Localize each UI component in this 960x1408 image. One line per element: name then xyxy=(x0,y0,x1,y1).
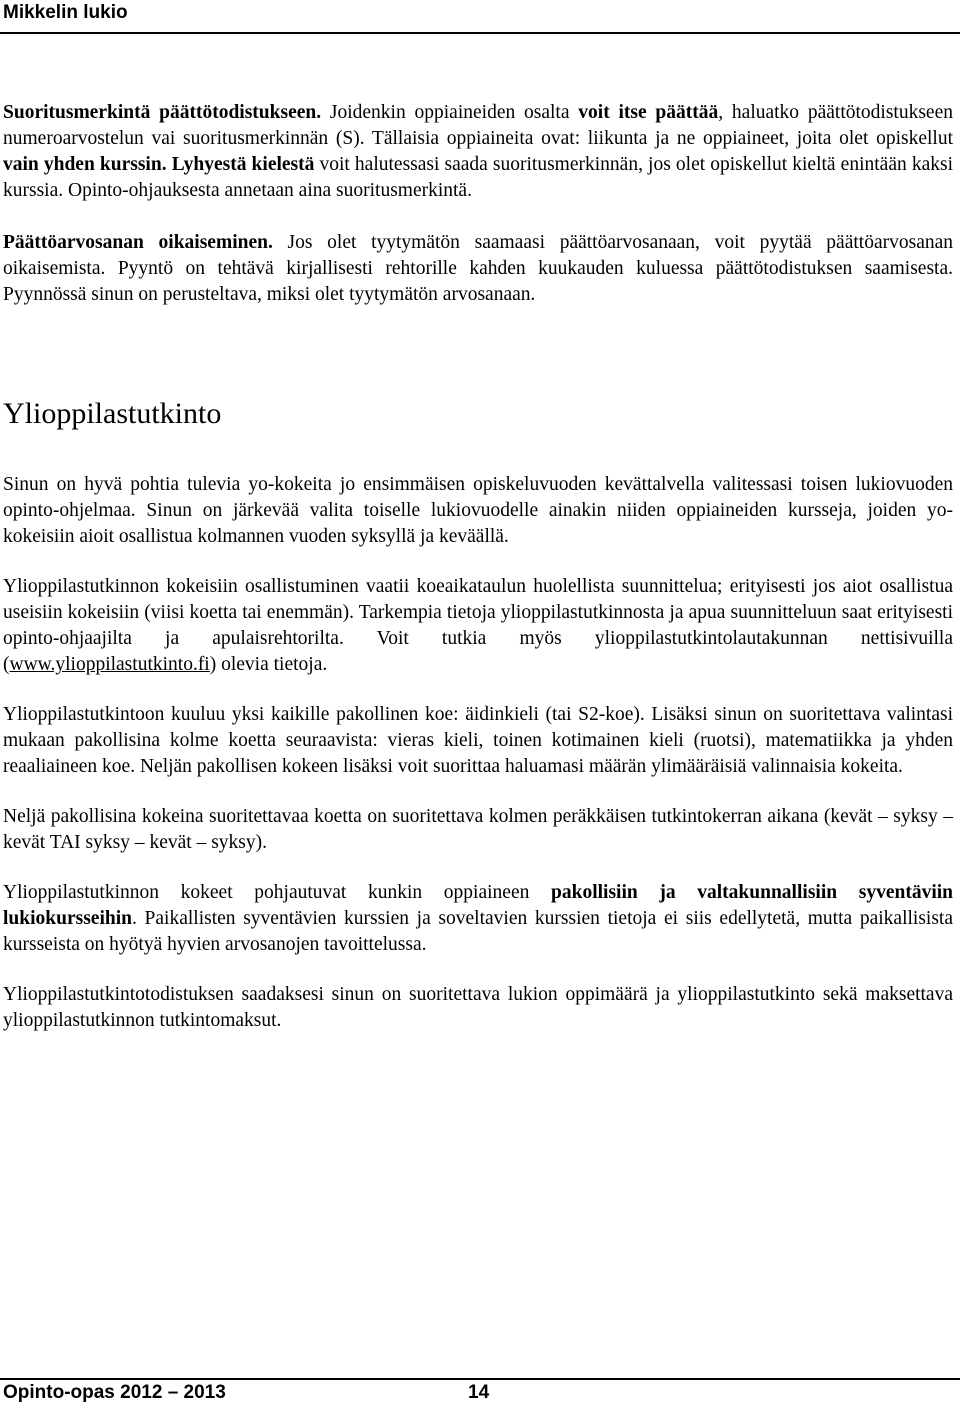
page-footer xyxy=(0,1378,960,1408)
paragraph-oikaiseminen xyxy=(3,230,953,308)
paragraph-yo-kokeet-pohdinta: Sinun on hyvä pohtia tulevia yo-kokeita jo ensimmäisen opiskeluvuoden kevättalvella valitessasi toisen lukiovuoden opinto-ohjelmaa. Sinun on järkevää valita toiselle lukiovuodelle ainakin niiden oppiaineiden kursseja, joiden yo-kokeisiin aioit osallistua kolmannen vuoden syksyllä ja keväällä. xyxy=(3,474,953,547)
paragraph-pakolliset-kokeet: Ylioppilastutkintoon kuuluu yksi kaikille pakollinen koe: äidinkieli (tai S2-koe). Lisäksi sinun on suoritettava valintasi mukaan pakollisina kolme koetta seuraavista: vieras kieli, toinen kotimainen kieli (ruotsi), matematiikka ja yhden reaaliaineen koe. Neljän pakollisen kokeen lisäksi voit suorittaa haluamasi määrän ylimääräisiä valinnaisia kokeita. xyxy=(3,704,953,777)
text-run: Ylioppilastutkinnon kokeet pohjautuvat kunkin oppiaineen xyxy=(3,882,552,903)
paragraph-kurssipohja xyxy=(3,880,953,958)
page-number: 14 xyxy=(468,1382,490,1403)
text-run: , haluatko päättötodistukseen numeroarvostelun vai suoritusmerkinnän (S). Tällaisia oppiaineita ovat: liikunta ja ne oppiaineet, joita olet opiskellut xyxy=(3,102,953,149)
paragraph-tutkintokerrat: Neljä pakollisina kokeina suoritettavaa koetta on suoritettava kolmen peräkkäisen tutkintokerran aikana (kevät – syksy – kevät TAI syksy – kevät – syksy). xyxy=(3,806,953,853)
footer-guide-title: Opinto-opas 2012 – 2013 xyxy=(3,1382,226,1403)
paragraph-koeaikataulu xyxy=(3,574,953,678)
text-run: Jos olet tyytymätön saamaasi päättöarvosanaan, voit pyytää päättöarvosanan oikaisemista. Pyyntö on tehtävä kirjallisesti rehtorille kahden kuukauden kuluessa päättötodistuksen saamisesta. Pyynnössä sinun on perusteltava, miksi olet tyytymätön arvosanaan. xyxy=(3,232,954,305)
document-body xyxy=(3,100,953,1034)
header-title: Mikkelin lukio xyxy=(3,2,128,23)
text-run: voit halutessasi saada suoritusmerkinnän, jos olet opiskellut kieltä enintään kaksi kurssia. Opinto-ohjauksesta annetaan aina suoritusmerkintä. xyxy=(3,154,953,201)
text-run: Ylioppilastutkinnon kokeisiin osallistuminen vaatii koeaikataulun huolellista suunnittelua; erityisesti jos aiot osallistua useisiin kokeisiin (viisi koetta tai enemmän). Tarkempia tietoja ylioppilastutkinnosta ja apua suunnitteluun saat erityisesti opinto-ohjaajilta ja apulaisrehtorilta. Voit tutkia myös ylioppilastutkintolautakunnan nettisivuilla ( xyxy=(3,576,953,675)
text-run: . Paikallisten syventävien kurssien ja soveltavien kurssien tietoja ei siis edellytetä, mutta paikallisista kursseista on hyötyä hyvien arvosanojen tavoittelussa. xyxy=(3,908,953,955)
bold-term: vain yhden kurssin. xyxy=(3,154,167,175)
bold-term: Suoritusmerkintä päättötodistukseen. xyxy=(3,102,322,123)
bold-term: pakollisiin ja valtakunnallisiin syventäviin lukiokursseihin xyxy=(3,882,953,929)
section-heading: Ylioppilastutkinto xyxy=(3,397,222,430)
paragraph-suoritusmerkinta xyxy=(3,100,953,204)
bold-term: Päättöarvosanan oikaiseminen. xyxy=(3,232,273,253)
bold-term: voit itse päättää xyxy=(578,102,719,123)
ylioppilastutkinto-link[interactable]: www.ylioppilastutkinto.fi xyxy=(9,654,210,675)
paragraph-todistus: Ylioppilastutkintotodistuksen saadaksesi sinun on suoritettava lukion oppimäärä ja ylioppilastutkinto sekä maksettava ylioppilastutkinnon tutkintomaksut. xyxy=(3,984,953,1031)
page-header xyxy=(0,0,960,34)
text-run: ) olevia tietoja. xyxy=(209,654,328,675)
bold-term: Lyhyestä kielestä xyxy=(171,154,315,175)
text-run: Joidenkin oppiaineiden osalta xyxy=(321,102,579,123)
